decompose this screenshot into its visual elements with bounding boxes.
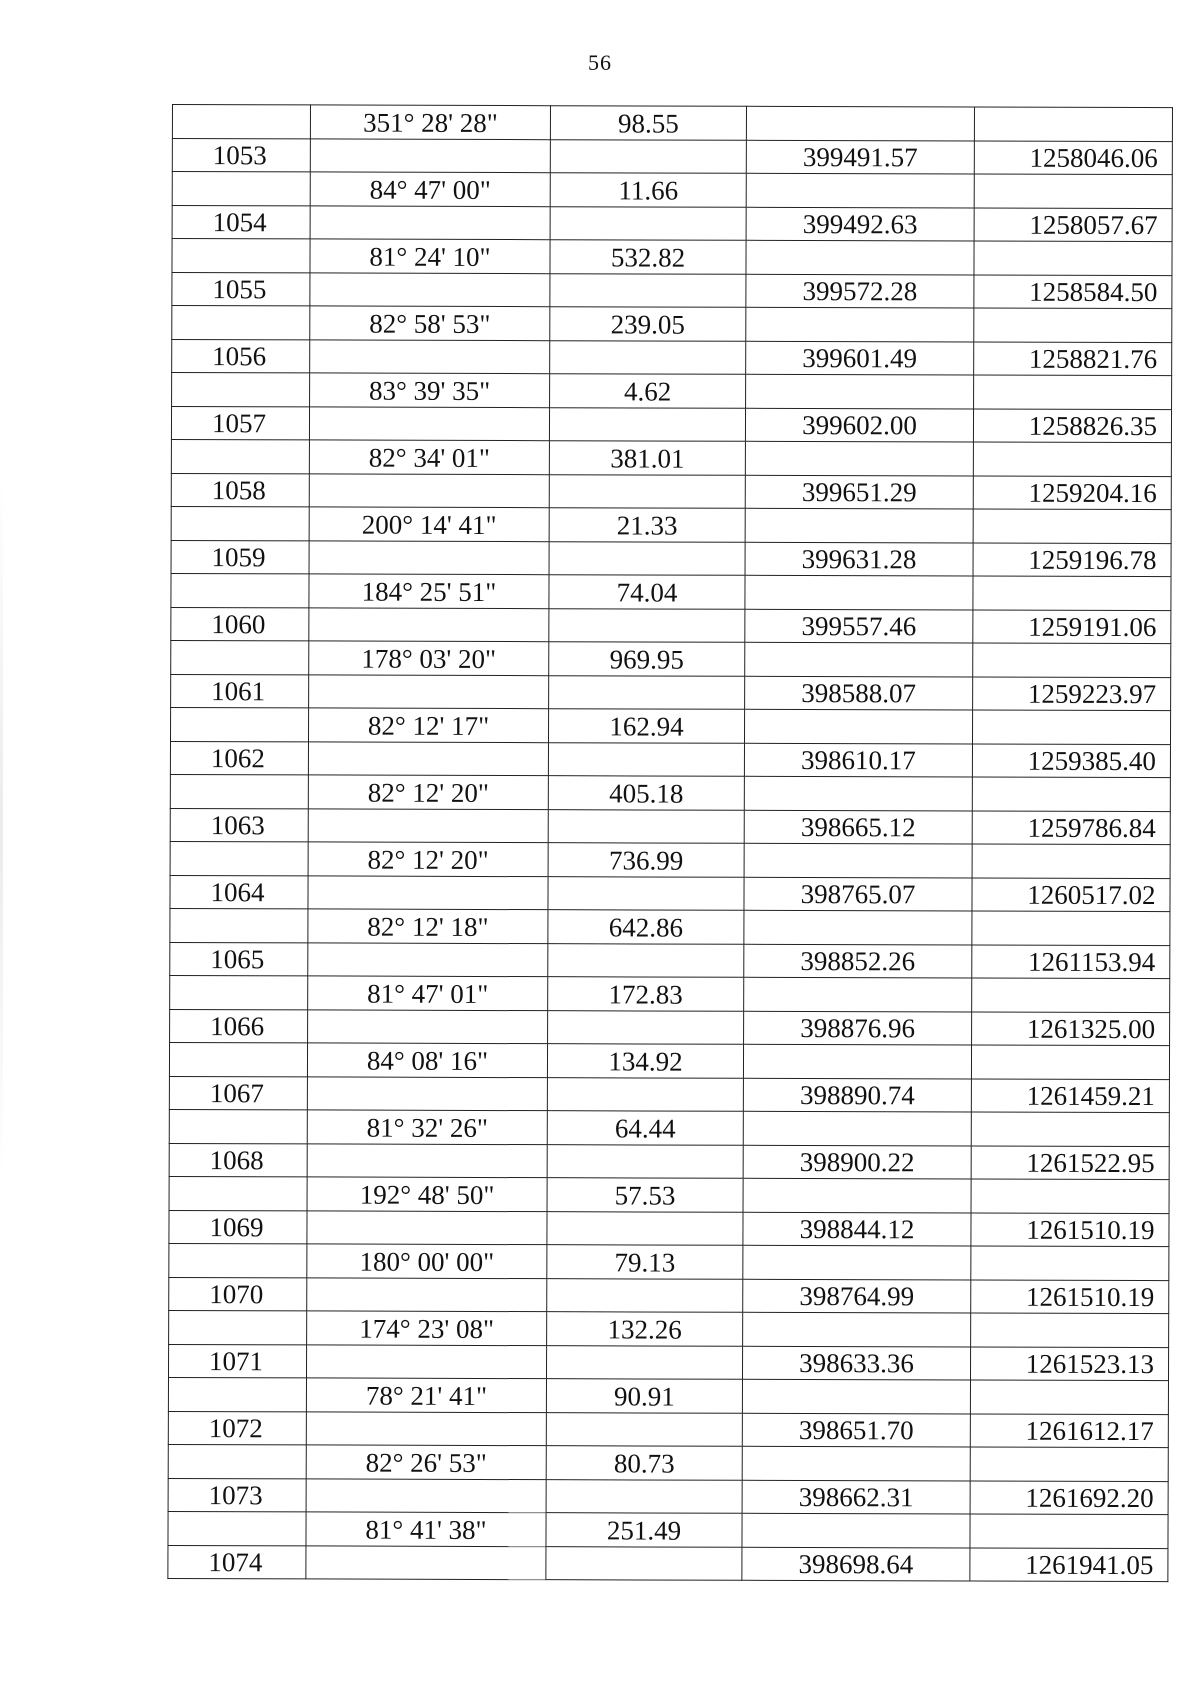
distance-cell: 532.82 [550, 240, 746, 274]
bearing-cell [307, 1143, 547, 1177]
bearing-cell: 78° 21' 41" [306, 1378, 546, 1412]
northing-cell [742, 1446, 970, 1480]
table-row [170, 707, 1170, 744]
easting-cell [972, 844, 1170, 878]
northing-cell: 399557.46 [745, 609, 973, 643]
point-number-cell [171, 573, 309, 607]
northing-cell: 398698.64 [742, 1547, 970, 1581]
bearing-cell: 82° 12' 20" [308, 775, 548, 809]
northing-cell: 398900.22 [743, 1145, 971, 1179]
distance-cell [548, 742, 744, 776]
distance-cell: 57.53 [547, 1178, 743, 1212]
point-number-cell: 1067 [169, 1076, 307, 1110]
bearing-cell: 81° 47' 01" [308, 976, 548, 1010]
table-row [171, 439, 1171, 476]
easting-cell: 1258821.76 [974, 342, 1172, 376]
easting-cell: 1261522.95 [971, 1146, 1169, 1180]
easting-cell [974, 308, 1172, 342]
point-number-cell [169, 1109, 307, 1143]
table-row [170, 875, 1170, 912]
easting-cell: 1259191.06 [973, 610, 1171, 644]
distance-cell: 64.44 [547, 1111, 743, 1145]
table-row [169, 1143, 1169, 1180]
northing-cell [745, 508, 973, 542]
bearing-cell: 84° 08' 16" [307, 1043, 547, 1077]
easting-cell: 1261523.13 [970, 1347, 1168, 1381]
easting-cell: 1261153.94 [972, 945, 1170, 979]
easting-cell [971, 1313, 1169, 1347]
table-row [171, 640, 1171, 677]
easting-cell: 1259196.78 [973, 543, 1171, 577]
table-row [168, 1545, 1168, 1582]
bearing-cell [306, 1478, 546, 1512]
northing-cell: 399651.29 [745, 475, 973, 509]
table-row [168, 1511, 1168, 1548]
table-row [169, 1176, 1169, 1213]
table-row [169, 1277, 1169, 1314]
point-number-cell: 1056 [172, 339, 310, 373]
northing-cell [746, 173, 974, 207]
point-number-cell: 1061 [171, 674, 309, 708]
distance-cell: 21.33 [549, 508, 745, 542]
distance-cell [548, 876, 744, 910]
bearing-cell [309, 473, 549, 507]
distance-cell [546, 1412, 742, 1446]
easting-cell: 1261325.00 [972, 1012, 1170, 1046]
bearing-cell: 81° 41' 38" [306, 1512, 546, 1546]
northing-cell [745, 642, 973, 676]
distance-cell: 381.01 [549, 441, 745, 475]
point-number-cell: 1062 [170, 741, 308, 775]
easting-cell [972, 978, 1170, 1012]
table-row [168, 1344, 1168, 1381]
point-number-cell: 1054 [172, 205, 310, 239]
point-number-cell [172, 105, 310, 139]
table-row [169, 1076, 1169, 1113]
northing-cell: 398765.07 [744, 877, 972, 911]
easting-cell [972, 777, 1170, 811]
bearing-cell [309, 406, 549, 440]
distance-cell [549, 541, 745, 575]
table-row [171, 540, 1171, 577]
table-row [170, 908, 1170, 945]
point-number-cell: 1070 [169, 1277, 307, 1311]
northing-cell: 398876.96 [744, 1011, 972, 1045]
distance-cell: 736.99 [548, 843, 744, 877]
easting-cell [971, 1045, 1169, 1079]
survey-coordinates-table [167, 104, 1173, 1582]
point-number-cell [168, 1444, 306, 1478]
table-row [172, 138, 1172, 175]
easting-cell: 1259223.97 [973, 677, 1171, 711]
bearing-cell: 83° 39' 35" [310, 373, 550, 407]
point-number-cell [172, 239, 310, 273]
table-row [170, 808, 1170, 845]
northing-cell: 398662.31 [742, 1480, 970, 1514]
bearing-cell [306, 1344, 546, 1378]
distance-cell [550, 139, 746, 173]
northing-cell [745, 441, 973, 475]
table-row [168, 1444, 1168, 1481]
northing-cell: 398665.12 [744, 810, 972, 844]
table-row [172, 339, 1172, 376]
distance-cell: 90.91 [546, 1379, 742, 1413]
point-number-cell [169, 1176, 307, 1210]
easting-cell: 1261510.19 [971, 1213, 1169, 1247]
bearing-cell: 192° 48' 50" [307, 1177, 547, 1211]
northing-cell: 398588.07 [745, 676, 973, 710]
bearing-cell: 81° 24' 10" [310, 239, 550, 273]
easting-cell [973, 442, 1171, 476]
distance-cell: 162.94 [548, 709, 744, 743]
bearing-cell: 351° 28' 28" [310, 105, 550, 139]
table-row [169, 1243, 1169, 1280]
table-row [172, 172, 1172, 209]
northing-cell [743, 1312, 971, 1346]
table-row [172, 239, 1172, 276]
table-body [168, 105, 1173, 1582]
table-row [169, 1210, 1169, 1247]
distance-cell [547, 1278, 743, 1312]
easting-cell [974, 375, 1172, 409]
bearing-cell: 82° 12' 17" [308, 708, 548, 742]
distance-cell: 251.49 [546, 1513, 742, 1547]
table-row [170, 942, 1170, 979]
table-row [171, 406, 1171, 443]
point-number-cell: 1057 [171, 406, 309, 440]
table-row [170, 741, 1170, 778]
bearing-cell: 82° 12' 18" [308, 909, 548, 943]
northing-cell [743, 1245, 971, 1279]
bearing-cell: 174° 23' 08" [307, 1311, 547, 1345]
distance-cell [546, 1479, 742, 1513]
distance-cell [549, 675, 745, 709]
distance-cell: 4.62 [550, 374, 746, 408]
table-row [171, 506, 1171, 543]
northing-cell: 398890.74 [743, 1078, 971, 1112]
point-number-cell [169, 1310, 307, 1344]
distance-cell [549, 608, 745, 642]
bearing-cell [310, 339, 550, 373]
distance-cell [548, 943, 744, 977]
northing-cell [743, 1178, 971, 1212]
easting-cell [974, 241, 1172, 275]
distance-cell: 405.18 [548, 776, 744, 810]
bearing-cell [306, 1411, 546, 1445]
easting-cell: 1258826.35 [973, 409, 1171, 443]
table-row [169, 1310, 1169, 1347]
distance-cell: 239.05 [550, 307, 746, 341]
easting-cell: 1259204.16 [973, 476, 1171, 510]
easting-cell: 1261510.19 [971, 1280, 1169, 1314]
point-number-cell [168, 1511, 306, 1545]
distance-cell: 134.92 [547, 1044, 743, 1078]
distance-cell: 79.13 [547, 1245, 743, 1279]
northing-cell [746, 240, 974, 274]
bearing-cell [307, 1076, 547, 1110]
northing-cell: 399572.28 [746, 274, 974, 308]
point-number-cell: 1059 [171, 540, 309, 574]
bearing-cell: 81° 32' 26" [307, 1110, 547, 1144]
table-row [172, 205, 1172, 242]
point-number-cell [170, 774, 308, 808]
northing-cell: 398651.70 [742, 1413, 970, 1447]
northing-cell [743, 1044, 971, 1078]
table-row [168, 1411, 1168, 1448]
bearing-cell [310, 205, 550, 239]
bearing-cell: 82° 12' 20" [308, 842, 548, 876]
easting-cell [971, 1179, 1169, 1213]
easting-cell [974, 107, 1172, 141]
easting-cell: 1259786.84 [972, 811, 1170, 845]
point-number-cell [169, 1243, 307, 1277]
easting-cell: 1261459.21 [971, 1079, 1169, 1113]
page-number: 56 [588, 50, 612, 75]
table-row [168, 1478, 1168, 1515]
northing-cell [744, 709, 972, 743]
point-number-cell [171, 506, 309, 540]
distance-cell [550, 206, 746, 240]
bearing-cell [309, 540, 549, 574]
bearing-cell: 82° 58' 53" [310, 306, 550, 340]
easting-cell [970, 1514, 1168, 1548]
point-number-cell [171, 640, 309, 674]
point-number-cell: 1066 [170, 1009, 308, 1043]
distance-cell [547, 1211, 743, 1245]
distance-cell [548, 809, 744, 843]
bearing-cell [308, 741, 548, 775]
easting-cell [972, 911, 1170, 945]
northing-cell: 398852.26 [744, 944, 972, 978]
point-number-cell: 1065 [170, 942, 308, 976]
table-row [172, 373, 1172, 410]
point-number-cell: 1058 [171, 473, 309, 507]
point-number-cell: 1072 [168, 1411, 306, 1445]
scan-edge-shadow [0, 480, 3, 1180]
easting-cell [970, 1447, 1168, 1481]
easting-cell [973, 576, 1171, 610]
bearing-cell [308, 808, 548, 842]
bearing-cell [309, 674, 549, 708]
bearing-cell [308, 942, 548, 976]
point-number-cell [171, 439, 309, 473]
distance-cell: 11.66 [550, 173, 746, 207]
easting-cell [971, 1246, 1169, 1280]
point-number-cell [168, 1377, 306, 1411]
table-row [171, 607, 1171, 644]
bearing-cell: 178° 03' 20" [309, 641, 549, 675]
bearing-cell [307, 1210, 547, 1244]
northing-cell [746, 374, 974, 408]
point-number-cell [172, 373, 310, 407]
distance-cell [547, 1144, 743, 1178]
point-number-cell: 1068 [169, 1143, 307, 1177]
distance-cell [546, 1345, 742, 1379]
distance-cell [548, 1010, 744, 1044]
northing-cell: 398764.99 [743, 1279, 971, 1313]
northing-cell: 399631.28 [745, 542, 973, 576]
bearing-cell [306, 1545, 546, 1579]
northing-cell [742, 1379, 970, 1413]
bearing-cell: 82° 26' 53" [306, 1445, 546, 1479]
bearing-cell [308, 1009, 548, 1043]
distance-cell: 132.26 [547, 1312, 743, 1346]
distance-cell: 98.55 [550, 106, 746, 140]
northing-cell [742, 1513, 970, 1547]
northing-cell [744, 977, 972, 1011]
northing-cell: 398844.12 [743, 1212, 971, 1246]
northing-cell: 399492.63 [746, 207, 974, 241]
northing-cell [744, 843, 972, 877]
distance-cell: 969.95 [549, 642, 745, 676]
point-number-cell [170, 841, 308, 875]
northing-cell [744, 910, 972, 944]
table-row [169, 1109, 1169, 1146]
table-row [170, 1009, 1170, 1046]
point-number-cell: 1074 [168, 1545, 306, 1579]
distance-cell [546, 1546, 742, 1580]
easting-cell [973, 509, 1171, 543]
bearing-cell: 82° 34' 01" [309, 440, 549, 474]
point-number-cell [170, 908, 308, 942]
northing-cell: 398610.17 [744, 743, 972, 777]
table-row [172, 306, 1172, 343]
bearing-cell: 200° 14' 41" [309, 507, 549, 541]
easting-cell [970, 1380, 1168, 1414]
northing-cell [744, 776, 972, 810]
northing-cell [746, 307, 974, 341]
point-number-cell [170, 707, 308, 741]
bearing-cell [307, 1277, 547, 1311]
point-number-cell [169, 1042, 307, 1076]
easting-cell [973, 643, 1171, 677]
point-number-cell: 1069 [169, 1210, 307, 1244]
bearing-cell [310, 138, 550, 172]
bearing-cell [309, 607, 549, 641]
point-number-cell: 1053 [172, 138, 310, 172]
easting-cell: 1258046.06 [974, 141, 1172, 175]
point-number-cell: 1063 [170, 808, 308, 842]
point-number-cell [172, 172, 310, 206]
point-number-cell: 1064 [170, 875, 308, 909]
distance-cell: 172.83 [548, 977, 744, 1011]
easting-cell: 1261941.05 [970, 1548, 1168, 1582]
table-row [171, 573, 1171, 610]
easting-cell [971, 1112, 1169, 1146]
point-number-cell: 1055 [172, 272, 310, 306]
point-number-cell: 1060 [171, 607, 309, 641]
northing-cell [743, 1111, 971, 1145]
bearing-cell [308, 875, 548, 909]
northing-cell [745, 575, 973, 609]
bearing-cell [310, 272, 550, 306]
distance-cell [550, 340, 746, 374]
easting-cell: 1260517.02 [972, 878, 1170, 912]
easting-cell: 1258584.50 [974, 275, 1172, 309]
easting-cell [974, 174, 1172, 208]
table-row [170, 975, 1170, 1012]
table-row [168, 1377, 1168, 1414]
point-number-cell: 1073 [168, 1478, 306, 1512]
distance-cell [547, 1077, 743, 1111]
distance-cell [550, 273, 746, 307]
bearing-cell: 184° 25' 51" [309, 574, 549, 608]
point-number-cell [170, 975, 308, 1009]
northing-cell: 399491.57 [746, 140, 974, 174]
distance-cell: 80.73 [546, 1446, 742, 1480]
easting-cell: 1261612.17 [970, 1414, 1168, 1448]
table-row [171, 473, 1171, 510]
northing-cell [746, 106, 974, 140]
table-row [170, 841, 1170, 878]
point-number-cell [172, 306, 310, 340]
table-row [170, 774, 1170, 811]
easting-cell: 1259385.40 [972, 744, 1170, 778]
easting-cell [972, 710, 1170, 744]
easting-cell: 1261692.20 [970, 1481, 1168, 1515]
distance-cell [549, 407, 745, 441]
northing-cell: 398633.36 [742, 1346, 970, 1380]
table-row [172, 105, 1172, 142]
distance-cell: 74.04 [549, 575, 745, 609]
bearing-cell: 180° 00' 00" [307, 1244, 547, 1278]
table-row [169, 1042, 1169, 1079]
point-number-cell: 1071 [168, 1344, 306, 1378]
distance-cell [549, 474, 745, 508]
northing-cell: 399602.00 [745, 408, 973, 442]
bearing-cell: 84° 47' 00" [310, 172, 550, 206]
easting-cell: 1258057.67 [974, 208, 1172, 242]
distance-cell: 642.86 [548, 910, 744, 944]
table-row [171, 674, 1171, 711]
table-row [172, 272, 1172, 309]
northing-cell: 399601.49 [746, 341, 974, 375]
